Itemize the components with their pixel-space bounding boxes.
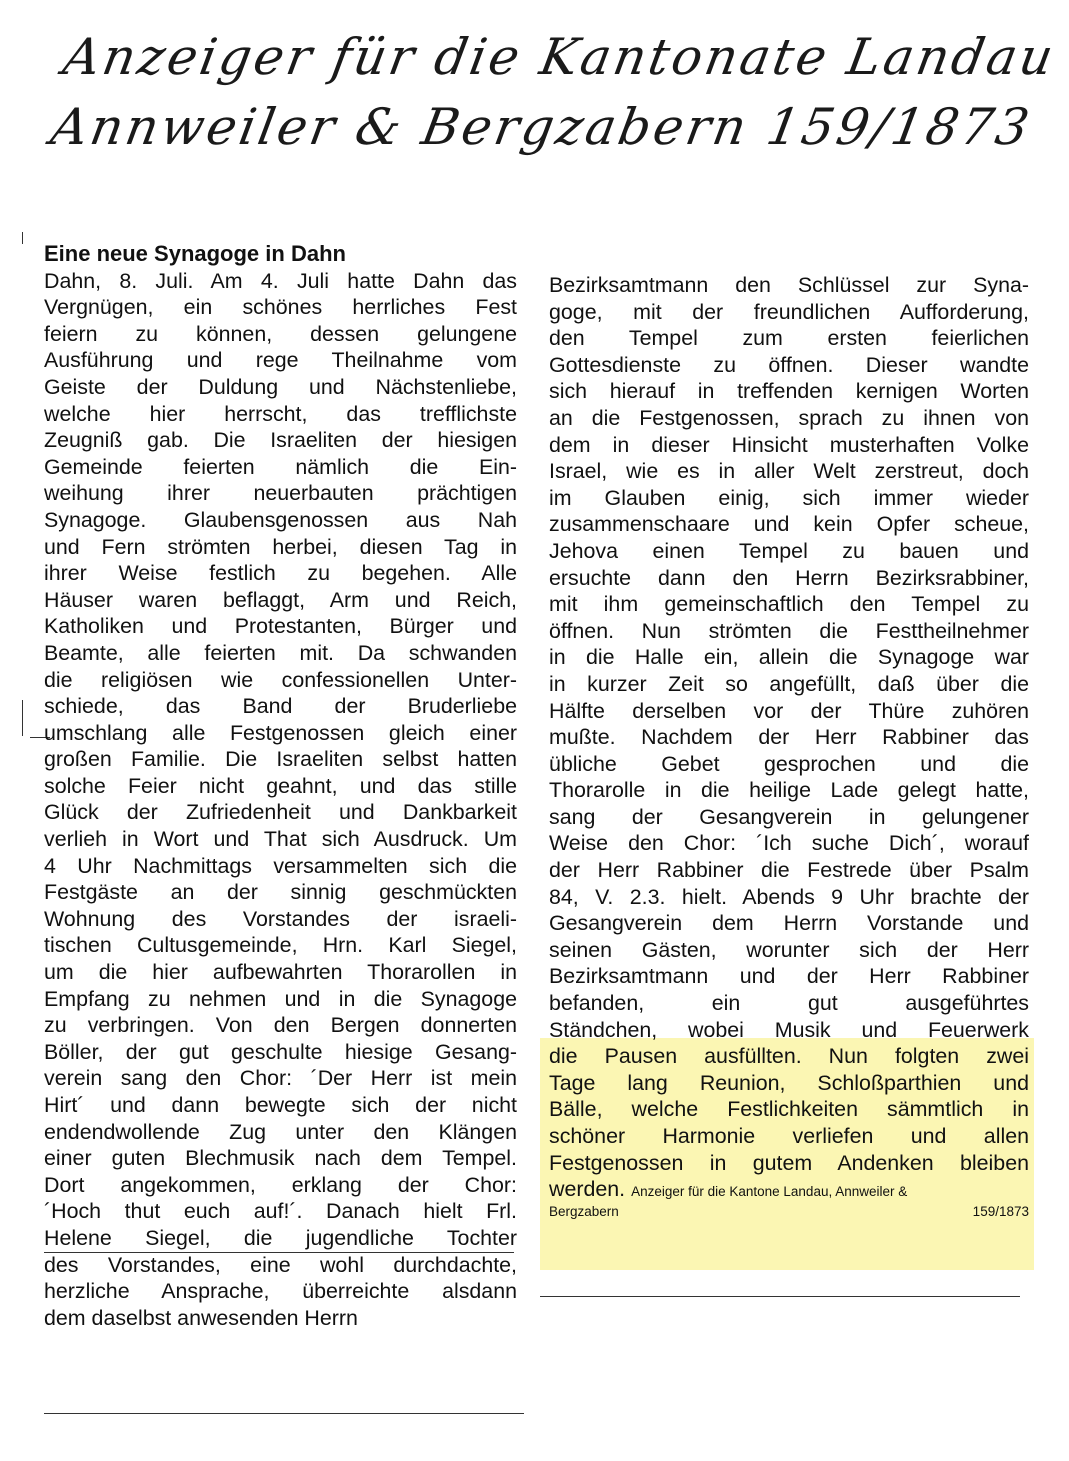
text-line: Bezirksamtmann den Schlüssel zur Syna-	[549, 273, 1029, 297]
text-line: verein sang den Chor: ´Der Herr ist mein	[44, 1066, 517, 1091]
text-line: des Vorstandes, eine wohl durchdachte,	[44, 1252, 517, 1277]
text-line: feiern zu können, dessen gelungene	[44, 321, 517, 346]
text-line: Gesangverein dem Herrn Vorstande und	[549, 911, 1029, 936]
text-line: Empfang zu nehmen und in die Synagoge	[44, 986, 517, 1011]
text-line: sang der Gesangverein in gelungener	[549, 804, 1029, 829]
text-line: Weise den Chor: ´Ich suche Dich´, worauf	[549, 831, 1029, 856]
text-line: Beamte, alle feierten mit. Da schwanden	[44, 640, 517, 665]
text-line: sich hierauf in treffenden kernigen Worten	[549, 379, 1029, 404]
text-line: die Pausen ausfüllten. Nun folgten zwei	[549, 1044, 1029, 1069]
text-line: Helene Siegel, die jugendliche Tochter	[44, 1225, 517, 1250]
text-line: dem daselbst anwesenden Herrn	[44, 1305, 358, 1330]
text-line: schiede, das Band der Bruderliebe	[44, 694, 517, 719]
text-line: zusammenschaare und kein Opfer scheue,	[549, 512, 1029, 537]
text-line: Jehova einen Tempel zu bauen und	[549, 538, 1029, 563]
text-line: schöner Harmonie verliefen und allen	[549, 1124, 1029, 1148]
text-line: öffnen. Nun strömten die Festtheilnehmer	[549, 618, 1029, 643]
text-line: befanden, ein gut ausgeführtes	[549, 991, 1029, 1016]
text-line: herzliche Ansprache, überreichte alsdann	[44, 1279, 517, 1304]
text-line: 84, V. 2.3. hielt. Abends 9 Uhr brachte der	[549, 884, 1029, 909]
text-line: umschlang alle Festgenossen gleich einer	[44, 720, 517, 745]
text-line: Hirt´ und dann bewegte sich der nicht	[44, 1093, 517, 1117]
text-line: Dort angekommen, erklang der Chor:	[44, 1172, 517, 1197]
text-line: Gottesdienste zu öffnen. Dieser wandte	[549, 352, 1029, 377]
text-line: die religiösen wie confessionellen Unter-	[44, 667, 517, 692]
text-line: Geiste der Duldung und Nächstenliebe,	[44, 374, 517, 399]
text-line: mußte. Nachdem der Herr Rabbiner das	[549, 725, 1029, 750]
source-note-1: Anzeiger für die Kantone Landau, Annweiler &	[631, 1184, 908, 1200]
text-line: einer guten Blechmusik nach dem Tempel.	[44, 1146, 517, 1171]
text-line: Ständchen, wobei Musik und Feuerwerk	[549, 1017, 1029, 1042]
clipping-edge-mark	[22, 700, 23, 736]
left-column-text	[44, 268, 517, 1332]
text-line: verlieh in Wort und That sich Ausdruck. Um	[44, 827, 517, 852]
text-line: Dahn, 8. Juli. Am 4. Juli hatte Dahn das	[44, 268, 517, 293]
text-line: welche hier herrscht, das trefflichste	[44, 401, 517, 426]
handwritten-line-2: Annweiler & Bergzabern 159/1873	[46, 98, 1037, 156]
text-line: mit ihm gemeinschaftlich den Tempel zu	[549, 592, 1029, 617]
text-line: Ausführung und rege Theilnahme vom	[44, 348, 517, 373]
text-line: in kurzer Zeit so angefüllt, daß über die	[549, 671, 1029, 696]
article-headline: Eine neue Synagoge in Dahn	[44, 241, 346, 266]
text-line: Böller, der gut geschulte hiesige Gesang-	[44, 1039, 517, 1064]
text-line: und Fern strömten herbei, diesen Tag in	[44, 534, 517, 559]
text-line: Wohnung des Vorstandes der israeli-	[44, 906, 517, 931]
text-line: Synagoge. Glaubensgenossen aus Nah	[44, 507, 517, 532]
text-line: ersuchte dann den Herrn Bezirksrabbiner,	[549, 565, 1029, 590]
text-line: seinen Gästen, worunter sich der Herr	[549, 937, 1029, 962]
text-line: Vergnügen, ein schönes herrliches Fest	[44, 295, 517, 320]
text-line: Hälfte derselben vor der Thüre zuhören	[549, 698, 1029, 723]
clipping-bottom-line-right	[540, 1296, 1020, 1297]
text-line: Bezirksamtmann und der Herr Rabbiner	[549, 964, 1029, 989]
text-line: Gemeinde feierten nämlich die Ein-	[44, 454, 517, 479]
article-column-right	[549, 272, 1029, 1221]
text-line: Bälle, welche Festlichkeiten sämmtlich in	[549, 1097, 1029, 1122]
text-line: solche Feier nicht geahnt, und das stille	[44, 773, 517, 798]
article-column-left	[44, 241, 517, 1331]
text-line: 4 Uhr Nachmittags versammelten sich die	[44, 853, 517, 878]
text-line: an die Festgenossen, sprach zu ihnen von	[549, 405, 1029, 430]
text-line: übliche Gebet gesprochen und die	[549, 751, 1029, 776]
clipping-bottom-line	[44, 1413, 524, 1414]
text-line: zu verbringen. Von den Bergen donnerten	[44, 1013, 517, 1038]
text-line: dem in dieser Hinsicht musterhaften Volke	[549, 432, 1029, 457]
source-note-2: Bergzabern 159/1873	[549, 1203, 1029, 1219]
text-line: Festgäste an der sinnig geschmückten	[44, 880, 517, 905]
text-line: im Glauben einig, sich immer wieder	[549, 485, 1029, 510]
text-line: Zeugniß gab. Die Israeliten der hiesigen	[44, 428, 517, 453]
text-line: in die Halle ein, allein die Synagoge war	[549, 645, 1029, 670]
text-line: Katholiken und Protestanten, Bürger und	[44, 614, 517, 639]
text-line: Festgenossen in gutem Andenken bleiben	[549, 1150, 1029, 1175]
handwritten-line-1: Anzeiger für die Kantonate Landau	[59, 28, 1061, 86]
text-line: Thorarolle in die heilige Lade gelegt hatte,	[549, 778, 1029, 803]
text-line: ihrer Weise festlich zu begehen. Alle	[44, 561, 517, 586]
handwritten-annotation	[46, 22, 1061, 162]
right-column-text	[549, 272, 1029, 1176]
text-line: ´Hoch thut euch auf!´. Danach hielt Frl.	[44, 1199, 517, 1224]
text-line: den Tempel zum ersten feierlichen	[549, 326, 1029, 351]
text-line: tischen Cultusgemeinde, Hrn. Karl Siegel,	[44, 933, 517, 958]
text-line: weihung ihrer neuerbauten prächtigen	[44, 481, 517, 506]
final-word: werden.	[549, 1177, 626, 1202]
clipping-edge-mark	[22, 232, 23, 244]
text-line: goge, mit der freundlichen Aufforderung,	[549, 299, 1029, 324]
text-line: großen Familie. Die Israeliten selbst hatten	[44, 747, 517, 772]
text-line: endendwollende Zug unter den Klängen	[44, 1119, 517, 1144]
text-line: um die hier aufbewahrten Thorarollen in	[44, 960, 517, 985]
text-line: der Herr Rabbiner die Festrede über Psalm	[549, 858, 1029, 883]
text-line: Tage lang Reunion, Schloßparthien und	[549, 1070, 1029, 1095]
text-line: Glück der Zufriedenheit und Dankbarkeit	[44, 800, 517, 825]
text-line: Israel, wie es in aller Welt zerstreut, doch	[549, 459, 1029, 484]
text-line: Häuser waren beflaggt, Arm und Reich,	[44, 587, 517, 612]
final-line	[549, 1176, 1029, 1203]
